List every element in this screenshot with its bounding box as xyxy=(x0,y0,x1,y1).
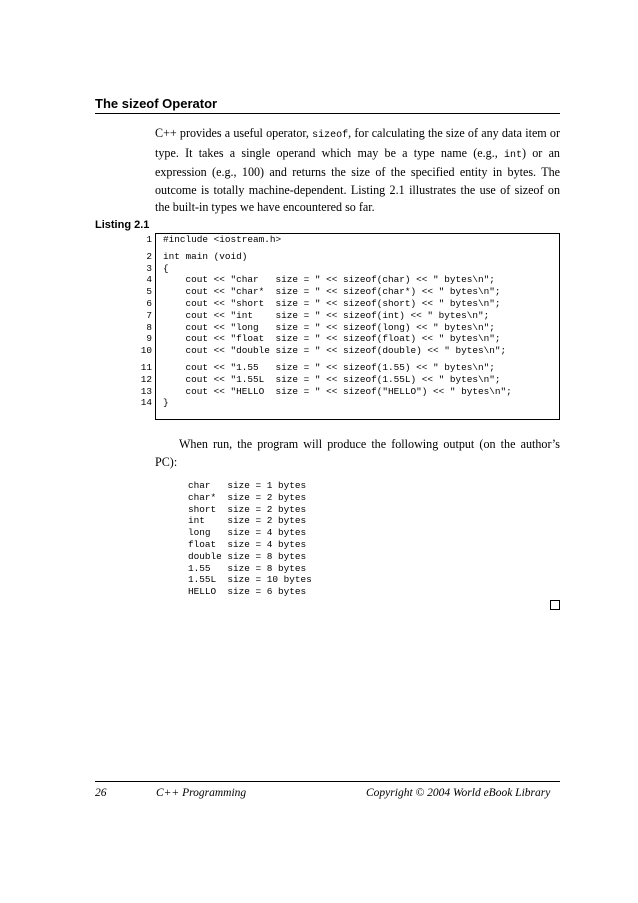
listing-line-number: 9 xyxy=(146,333,152,345)
listing-line-number: 3 xyxy=(146,262,152,274)
output-line: long size = 4 bytes xyxy=(188,527,307,539)
intro-paragraph xyxy=(155,125,560,217)
intro-text-1: C++ provides a useful operator, xyxy=(155,126,313,140)
listing-code xyxy=(163,234,512,409)
listing-line-number: 4 xyxy=(146,274,152,286)
footer-copyright: Copyright © 2004 World eBook Library xyxy=(366,787,551,799)
listing-code-line: cout << "long size = " << sizeof(long) << " bytes\n"; xyxy=(163,321,495,333)
listing-code-line: cout << "short size = " << sizeof(short) << " bytes\n"; xyxy=(163,297,501,309)
listing-line-number: 12 xyxy=(140,373,152,385)
output-line: float size = 4 bytes xyxy=(188,538,307,550)
intro-text-3: ) or an expression (e.g., 100) and returns the size of the specified entity in bytes. The outcome is totally machine-dependent. Listing 2.1 illustrates the use of sizeof on the built-in types we have encountered so far. xyxy=(155,145,560,215)
listing-line-number: 6 xyxy=(146,297,152,309)
end-of-section-box-icon xyxy=(550,600,560,610)
listing-line-number: 5 xyxy=(146,286,152,298)
sizeof-code: sizeof xyxy=(312,130,349,141)
listing-code-line: cout << "char size = " << sizeof(char) << " bytes\n"; xyxy=(163,274,495,286)
listing-line-number: 10 xyxy=(140,345,152,357)
listing-code-line: { xyxy=(163,262,169,274)
intro-text-2: , for calculating the size of any data item or type. It takes a single operand which may be a type name (e.g., xyxy=(155,126,560,160)
footer-book-title: C++ Programming xyxy=(156,787,247,799)
listing-code-line: cout << "1.55L size = " << sizeof(1.55L) << " bytes\n"; xyxy=(163,373,501,385)
program-output xyxy=(188,480,312,598)
listing-line-number: 11 xyxy=(140,361,152,373)
listing-code-line: int main (void) xyxy=(163,250,248,262)
listing-code-line: #include <iostream.h> xyxy=(163,234,282,245)
listing-line-number: 2 xyxy=(146,250,152,262)
output-line: char size = 1 bytes xyxy=(188,480,307,491)
listing-code-line: cout << "char* size = " << sizeof(char*) << " bytes\n"; xyxy=(163,286,501,298)
footer-page-number: 26 xyxy=(95,787,107,799)
listing-code-line: cout << "int size = " << sizeof(int) << " bytes\n"; xyxy=(163,309,490,321)
output-line: short size = 2 bytes xyxy=(188,503,307,515)
listing-code-line: cout << "1.55 size = " << sizeof(1.55) << " bytes\n"; xyxy=(163,361,495,373)
listing-line-number: 7 xyxy=(146,309,152,321)
output-line: 1.55 size = 8 bytes xyxy=(188,562,307,574)
listing-line-number: 1 xyxy=(146,234,152,245)
listing-code-line: cout << "double size = " << sizeof(double) << " bytes\n"; xyxy=(163,345,507,357)
section-title: The sizeof Operator xyxy=(95,96,560,114)
footer-rule xyxy=(95,781,560,782)
output-line: int size = 2 bytes xyxy=(188,515,307,527)
listing-label: Listing 2.1 xyxy=(95,219,150,231)
listing-line-number: 14 xyxy=(140,397,152,409)
output-line: char* size = 2 bytes xyxy=(188,491,307,503)
output-line: double size = 8 bytes xyxy=(188,550,307,562)
listing-line-number: 8 xyxy=(146,321,152,333)
listing-line-numbers xyxy=(100,234,152,409)
listing-code-line: } xyxy=(163,397,169,409)
output-line: 1.55L size = 10 bytes xyxy=(188,574,312,586)
output-line: HELLO size = 6 bytes xyxy=(188,586,307,598)
listing-code-line: cout << "float size = " << sizeof(float) << " bytes\n"; xyxy=(163,333,501,345)
int-code: int xyxy=(503,149,522,161)
listing-line-number: 13 xyxy=(140,385,152,397)
run-paragraph: When run, the program will produce the following output (on the author’s PC): xyxy=(155,437,560,469)
listing-code-line: cout << "HELLO size = " << sizeof("HELLO") << " bytes\n"; xyxy=(163,385,512,397)
